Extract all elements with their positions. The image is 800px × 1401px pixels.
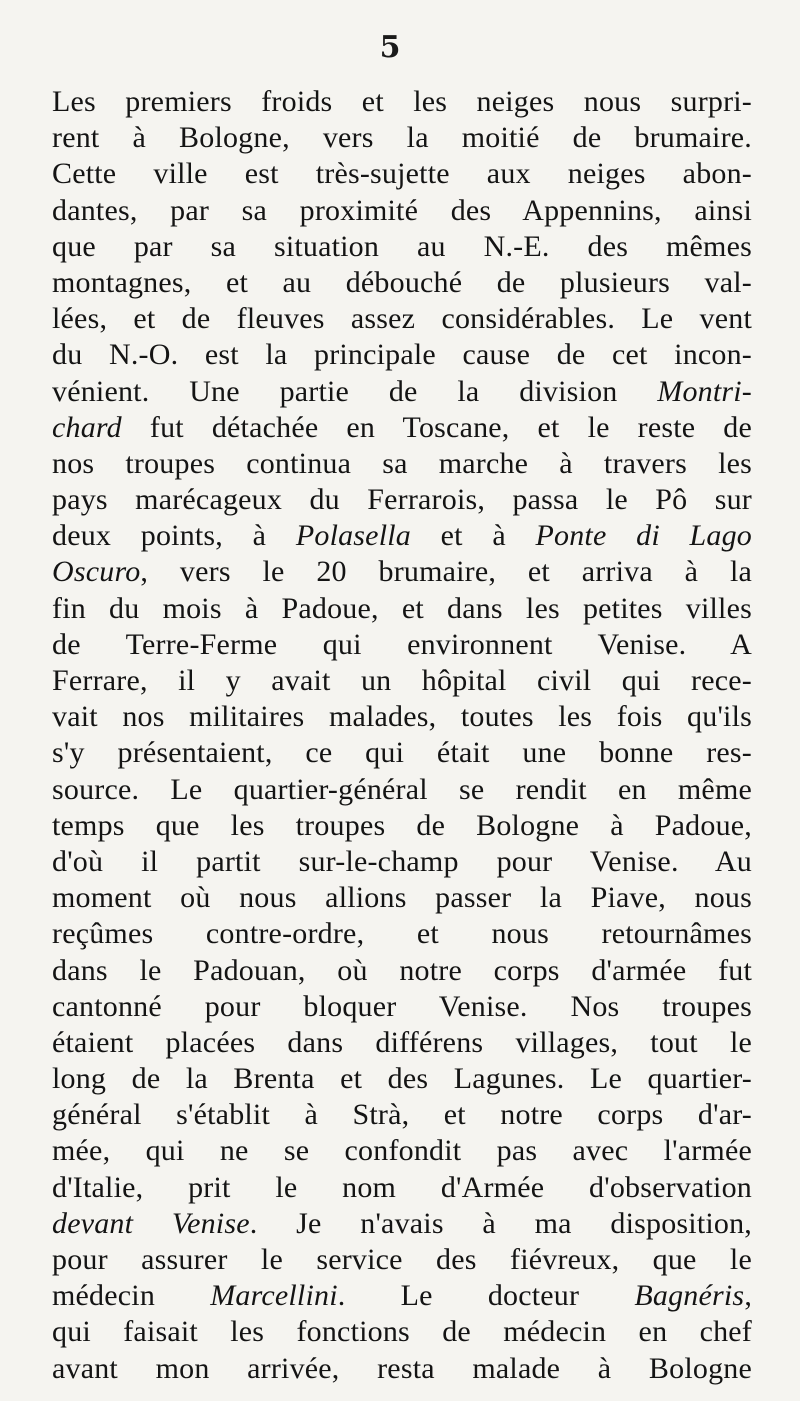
text-line: de Terre-Ferme qui environnent Venise. A [52, 627, 752, 661]
text-line: nos troupes continua sa marche à travers les [52, 446, 752, 480]
text-line: d'où il partit sur-le-champ pour Venise. Au [52, 844, 752, 878]
text-line: dans le Padouan, où notre corps d'armée fut [52, 953, 752, 987]
text-line: vait nos militaires malades, toutes les fois qu'ils [52, 700, 752, 734]
text-line: d'Italie, prit le nom d'Armée d'observation [52, 1170, 752, 1204]
text-line: dantes, par sa proximité des Appennins, ainsi [52, 193, 752, 227]
text-line: Cette ville est très-sujette aux neiges abon- [52, 157, 752, 191]
text-line: Oscuro, vers le 20 brumaire, et arriva à la [52, 555, 752, 589]
text-line: lées, et de fleuves assez considérables. Le vent [52, 302, 752, 336]
text-line: source. Le quartier-général se rendit en même [52, 772, 752, 806]
text-line: devant Venise. Je n'avais à ma disposition, [52, 1206, 752, 1240]
text-line: temps que les troupes de Bologne à Padoue, [52, 808, 752, 842]
text-line: montagnes, et au débouché de plusieurs val- [52, 265, 752, 299]
text-line: du N.-O. est la principale cause de cet incon- [52, 338, 752, 372]
text-line: pour assurer le service des fiévreux, que le [52, 1243, 752, 1276]
text-line: rent à Bologne, vers la moitié de brumaire. [52, 121, 752, 155]
text-line: chard fut détachée en Toscane, et le reste de [52, 410, 752, 444]
text-line: moment où nous allions passer la Piave, nous [52, 881, 752, 915]
text-line: Ferrare, il y avait un hôpital civil qui rece- [52, 664, 752, 697]
text-line: Les premiers froids et les neiges nous surpri- [52, 85, 752, 118]
text-line: médecin Marcellini. Le docteur Bagnéris, [52, 1279, 753, 1313]
text-line: s'y présentaient, ce qui était une bonne res- [52, 736, 752, 770]
text-line: avant mon arrivée, resta malade à Bologne [52, 1351, 752, 1385]
text-line: long de la Brenta et des Lagunes. Le quartier- [52, 1062, 752, 1096]
text-line: étaient placées dans différens villages, tout le [52, 1025, 752, 1059]
text-line: qui faisait les fonctions de médecin en chef [52, 1315, 752, 1349]
text-line: reçûmes contre-ordre, et nous retournâmes [52, 917, 752, 951]
text-line: que par sa situation au N.-E. des mêmes [52, 229, 752, 263]
text-line: mée, qui ne se confondit pas avec l'armée [52, 1134, 752, 1168]
text-line: fin du mois à Padoue, et dans les petites villes [52, 591, 752, 625]
text-line: pays marécageux du Ferrarois, passa le Pô sur [52, 483, 752, 517]
text-line: général s'établit à Strà, et notre corps d'ar- [52, 1098, 752, 1132]
text-line: cantonné pour bloquer Venise. Nos troupes [52, 989, 752, 1023]
text-line: vénient. Une partie de la division Montri- [52, 374, 752, 408]
page-number: 5 [379, 30, 401, 65]
body-text [52, 84, 752, 1387]
text-line: deux points, à Polasella et à Ponte di Lago [52, 519, 752, 553]
